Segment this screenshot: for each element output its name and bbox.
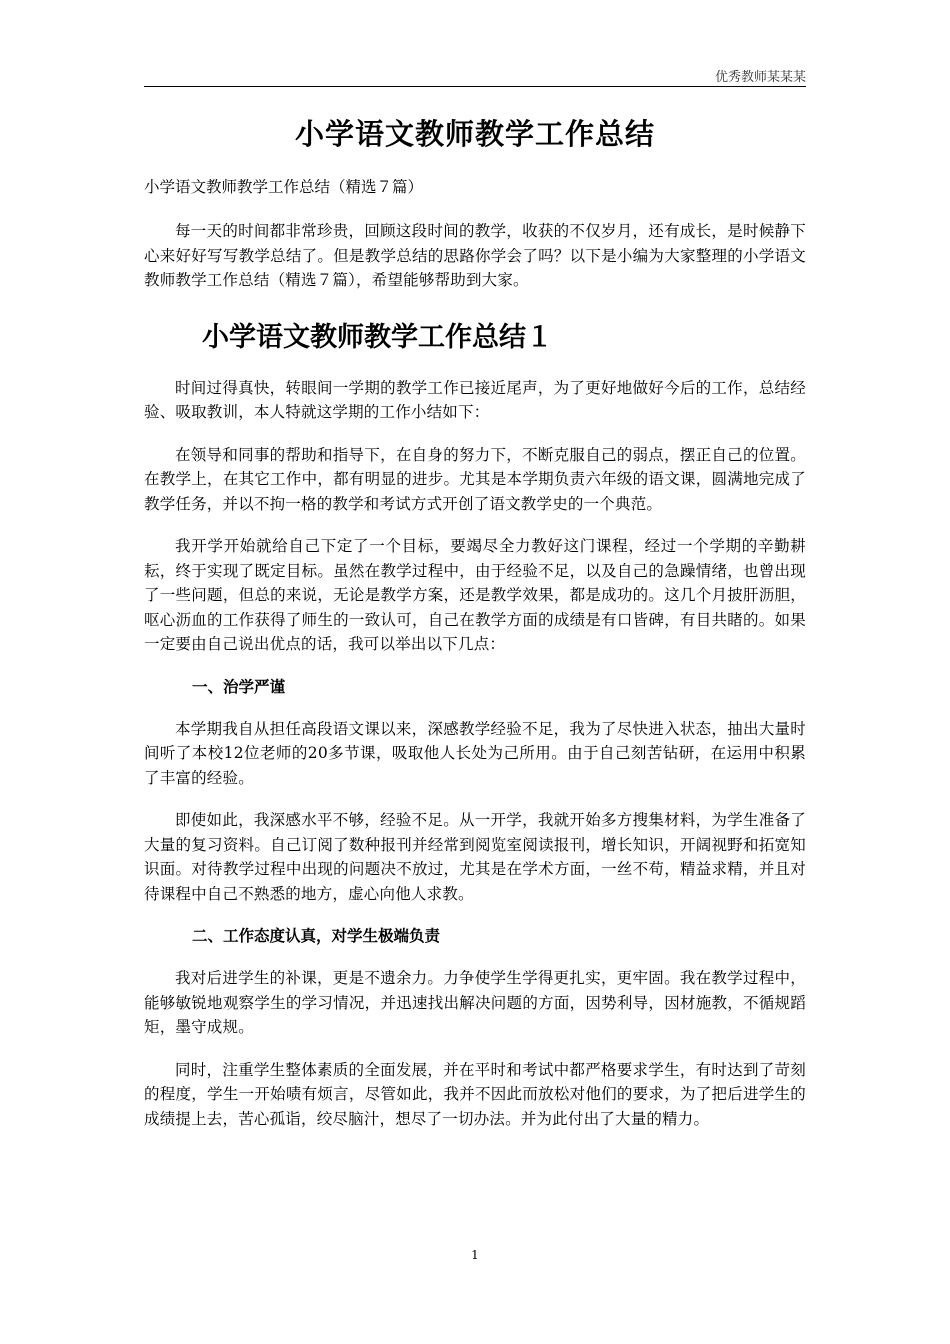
paragraph: 同时，注重学生整体素质的全面发展，并在平时和考试中都严格要求学生，有时达到了苛刻的程度，学生一开始啧有烦言，尽管如此，我并不因此而放松对他们的要求，为了把后进学生的成绩提上去，苦心孤诣，绞尽脑汁，想尽了一切办法。并为此付出了大量的精力。 <box>144 1060 806 1128</box>
paragraph: 我对后进学生的补课，更是不遗余力。力争使学生学得更扎实，更牢固。我在教学过程中，能够敏锐地观察学生的学习情况，并迅速找出解决问题的方面，因势利导，因材施教，不循规蹈矩，墨守成规。 <box>144 969 806 1036</box>
paragraph: 本学期我自从担任高段语文课以来，深感教学经验不足，我为了尽快进入状态，抽出大量时间听了本校12位老师的20多节课，吸取他人长处为己所用。由于自己刻苦钻研，在运用中积累了丰富的经验。 <box>144 719 806 787</box>
document-subtitle: 小学语文教师教学工作总结（精选７篇） <box>144 178 424 196</box>
document-title: 小学语文教师教学工作总结 <box>294 117 655 151</box>
subheading: 一、治学严谨 <box>192 677 286 696</box>
document-body <box>144 112 806 1149</box>
page-number: 1 <box>471 1248 479 1262</box>
section-title: 小学语文教师教学工作总结１ <box>202 321 553 353</box>
subheading: 二、工作态度认真，对学生极端负责 <box>192 927 441 945</box>
paragraph: 时间过得真快，转眼间一学期的教学工作已接近尾声，为了更好地做好今后的工作，总结经验、吸取教训，本人特就这学期的工作小结如下： <box>144 378 806 421</box>
intro-paragraph: 每一天的时间都非常珍贵，回顾这段时间的教学，收获的不仅岁月，还有成长，是时候静下心来好好写写教学总结了。但是教学总结的思路你学会了吗？以下是小编为大家整理的小学语文教师教学工作总结（精选７篇），希望能够帮助到大家。 <box>144 222 806 289</box>
paragraph: 在领导和同事的帮助和指导下，在自身的努力下，不断克服自己的弱点，摆正自己的位置。在教学上，在其它工作中，都有明显的进步。尤其是本学期负责六年级的语文课，圆满地完成了教学任务，并以不拘一格的教学和考试方式开创了语文教学史的一个典范。 <box>144 445 806 513</box>
paragraph: 即使如此，我深感水平不够，经验不足。从一开学，我就开始多方搜集材料，为学生准备了大量的复习资料。自己订阅了数种报刊并经常到阅览室阅读报刊，增长知识，开阔视野和拓宽知识面。对待教学过程中出现的问题决不放过，尤其是在学术方面，一丝不苟，精益求精，并且对待课程中自己不熟悉的地方，虚心向他人求教。 <box>144 811 806 903</box>
paragraph: 我开学开始就给自己下定了一个目标，要竭尽全力教好这门课程，经过一个学期的辛勤耕耘，终于实现了既定目标。虽然在教学过程中，由于经验不足，以及自己的急躁情绪，也曾出现了一些问题，但总的来说，无论是教学方案，还是教学效果，都是成功的。这几个月披肝沥胆，呕心沥血的工作获得了师生的一致认可，自己在教学方面的成绩是有口皆碑，有目共睹的。如果一定要由自己说出优点的话，我可以举出以下几点： <box>144 537 806 653</box>
header-divider <box>144 86 806 87</box>
page-header-text: 优秀教师某某某 <box>714 70 806 85</box>
